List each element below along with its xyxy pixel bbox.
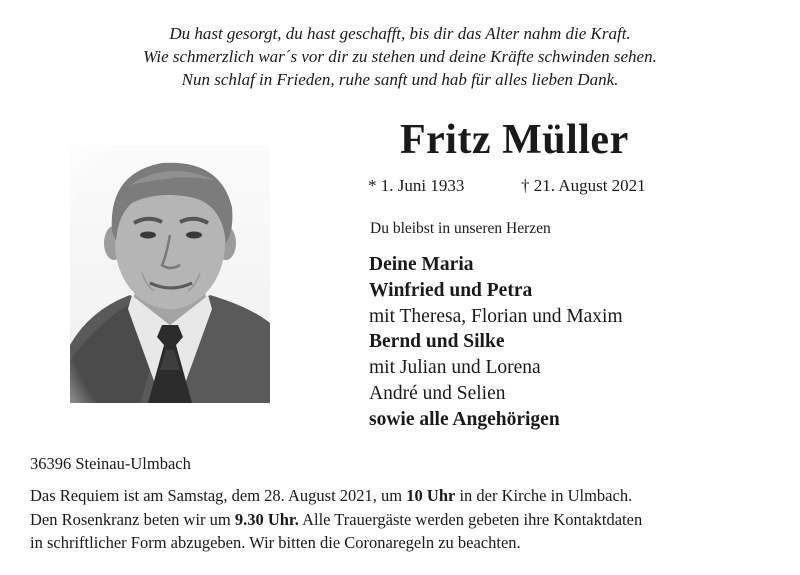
family-member: mit Julian und Lorena bbox=[369, 357, 541, 379]
portrait-photo bbox=[70, 145, 270, 403]
notice-text: Das Requiem ist am Samstag, dem 28. August 2021, um bbox=[30, 486, 407, 505]
deceased-name: Fritz Müller bbox=[400, 117, 629, 163]
funeral-notice bbox=[30, 484, 775, 555]
death-date: † 21. August 2021 bbox=[521, 176, 646, 195]
notice-line bbox=[30, 484, 775, 508]
notice-text: Den Rosenkranz beten wir um bbox=[30, 509, 235, 529]
family-member: André und Selien bbox=[369, 382, 506, 404]
notice-line bbox=[30, 508, 775, 532]
portrait-photo-icon bbox=[70, 145, 270, 403]
notice-text: Alle Trauergäste werden gebeten ihre Kontaktdaten bbox=[298, 509, 643, 529]
notice-line: in schriftlicher Form abzugeben. Wir bitten die Coronaregeln zu beachten. bbox=[30, 533, 521, 552]
family-member: mit Theresa, Florian und Maxim bbox=[369, 305, 623, 327]
memory-line: Du bleibst in unseren Herzen bbox=[370, 220, 551, 237]
poem-line: Nun schlaf in Frieden, ruhe sanft und hab für alles lieben Dank. bbox=[181, 70, 619, 89]
family-member: Winfried und Petra bbox=[369, 279, 533, 301]
poem-line: Du hast gesorgt, du hast geschafft, bis dir das Alter nahm die Kraft. bbox=[169, 24, 631, 43]
rosary-time: 9.30 Uhr. bbox=[234, 509, 299, 529]
birth-date: * 1. Juni 1933 bbox=[368, 176, 465, 195]
poem-line: Wie schmerzlich war´s vor dir zu stehen und deine Kräfte schwinden sehen. bbox=[143, 47, 657, 66]
poem bbox=[0, 22, 800, 91]
notice-text: in der Kirche in Ulmbach. bbox=[455, 486, 633, 505]
family-member: Deine Maria bbox=[369, 254, 474, 275]
family-member: Bernd und Silke bbox=[369, 331, 505, 353]
family-list bbox=[369, 252, 623, 433]
family-member: sowie alle Angehörigen bbox=[369, 408, 560, 430]
location: 36396 Steinau-Ulmbach bbox=[30, 454, 191, 473]
requiem-time: 10 Uhr bbox=[406, 486, 456, 505]
